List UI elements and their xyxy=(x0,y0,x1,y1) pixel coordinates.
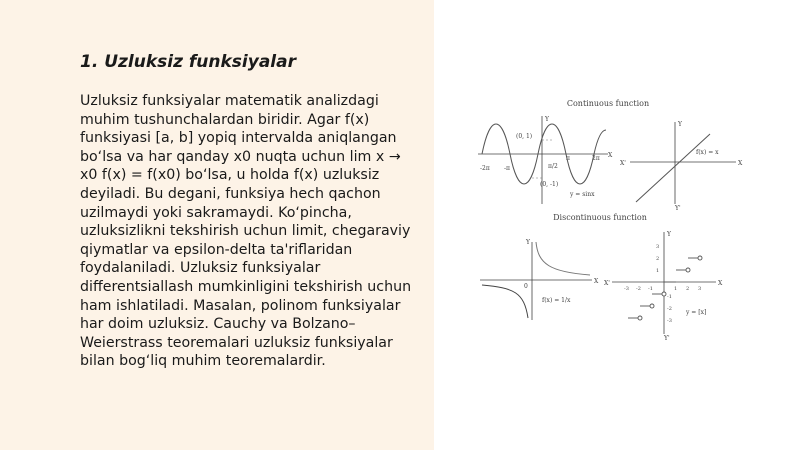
floor-y-tick: 1 xyxy=(656,268,660,274)
floor-equation: y = [x] xyxy=(686,309,707,316)
sine-axis-y-label: Y xyxy=(545,116,549,123)
linear-line xyxy=(636,134,710,202)
function-graphs-svg xyxy=(468,94,768,354)
function-graphs-figure xyxy=(468,94,768,354)
floor-x-tick: -2 xyxy=(636,286,641,292)
floor-axis-x-label: X xyxy=(718,280,723,287)
floor-y-tick: 3 xyxy=(656,244,660,250)
linear-graph xyxy=(620,121,743,212)
reciprocal-branch-right xyxy=(536,242,590,275)
linear-axis-y-label: Y xyxy=(678,121,682,128)
sine-tick-pi: π xyxy=(566,155,570,162)
linear-axis-y-neg-label: Y' xyxy=(675,205,681,212)
reciprocal-graph xyxy=(480,239,599,320)
floor-axis-x-neg-label: X' xyxy=(604,280,610,287)
floor-y-tick: -3 xyxy=(667,318,672,324)
reciprocal-equation: f(x) = 1/x xyxy=(542,297,571,304)
floor-x-ticks xyxy=(624,286,701,292)
discontinuous-heading: Discontinuous function xyxy=(553,213,647,222)
floor-y-tick: -2 xyxy=(667,306,672,312)
sine-point-top: (0, 1) xyxy=(516,133,533,140)
sine-tick-neg2pi: -2π xyxy=(480,165,490,172)
floor-x-tick: -3 xyxy=(624,286,629,292)
floor-x-tick: 1 xyxy=(674,286,678,292)
floor-graph xyxy=(604,231,723,342)
sine-axis-x-label: X xyxy=(608,152,613,159)
sine-tick-pi-half: π/2 xyxy=(548,163,558,170)
reciprocal-origin-label: 0 xyxy=(524,283,528,290)
sine-graph xyxy=(478,116,613,204)
reciprocal-axis-x-label: X xyxy=(594,278,599,285)
sine-point-bottom: (0, -1) xyxy=(540,181,559,188)
floor-x-tick: 2 xyxy=(686,286,690,292)
floor-x-tick: -1 xyxy=(648,286,653,292)
reciprocal-axis-y-label: Y xyxy=(526,239,530,246)
floor-axis-y-label: Y xyxy=(667,231,671,238)
linear-equation: f(x) = x xyxy=(696,149,719,156)
sine-tick-2pi: 2π xyxy=(592,155,600,162)
floor-y-tick: 2 xyxy=(656,256,660,262)
sine-tick-negpi: -π xyxy=(504,165,510,172)
floor-axis-y-neg-label: Y' xyxy=(664,335,670,342)
continuous-heading: Continuous function xyxy=(566,99,650,108)
floor-y-tick: -1 xyxy=(667,294,672,300)
linear-axis-x-label: X xyxy=(738,160,743,167)
slide-title: 1. Uzluksiz funksiyalar xyxy=(80,52,296,72)
linear-axis-x-neg-label: X' xyxy=(620,160,626,167)
reciprocal-branch-left xyxy=(482,285,528,318)
sine-equation: y = sinx xyxy=(570,191,595,198)
slide-paragraph: Uzluksiz funksiyalar matematik analizdagi muhim tushunchalardan biridir. Agar f(x) funksiyasi [a, b] yopiq intervalda aniqlangan bo‘lsa va har qanday x0 nuqta uchun lim x → x0 f(x) = f(x0) bo‘lsa, u holda f(x) uzluksiz deyiladi. Bu degani, funksiya hech qachon uzilmaydi yoki sakramaydi. Ko‘pincha, uzluksizlikni tekshirish uchun limit, chegaraviy qiymatlar va epsilon-delta ta'riflaridan foydalaniladi. Uzluksiz funksiyalar differentsiallash mumkinligini tekshirish uchun ham ishlatiladi. Masalan, polinom funksiyalar har doim uzluksiz. Cauchy va Bolzano–Weierstrass teoremalari uzluksiz funksiyalar bilan bog‘liq muhim teoremalardir. xyxy=(80,93,412,370)
floor-x-tick: 3 xyxy=(698,286,702,292)
